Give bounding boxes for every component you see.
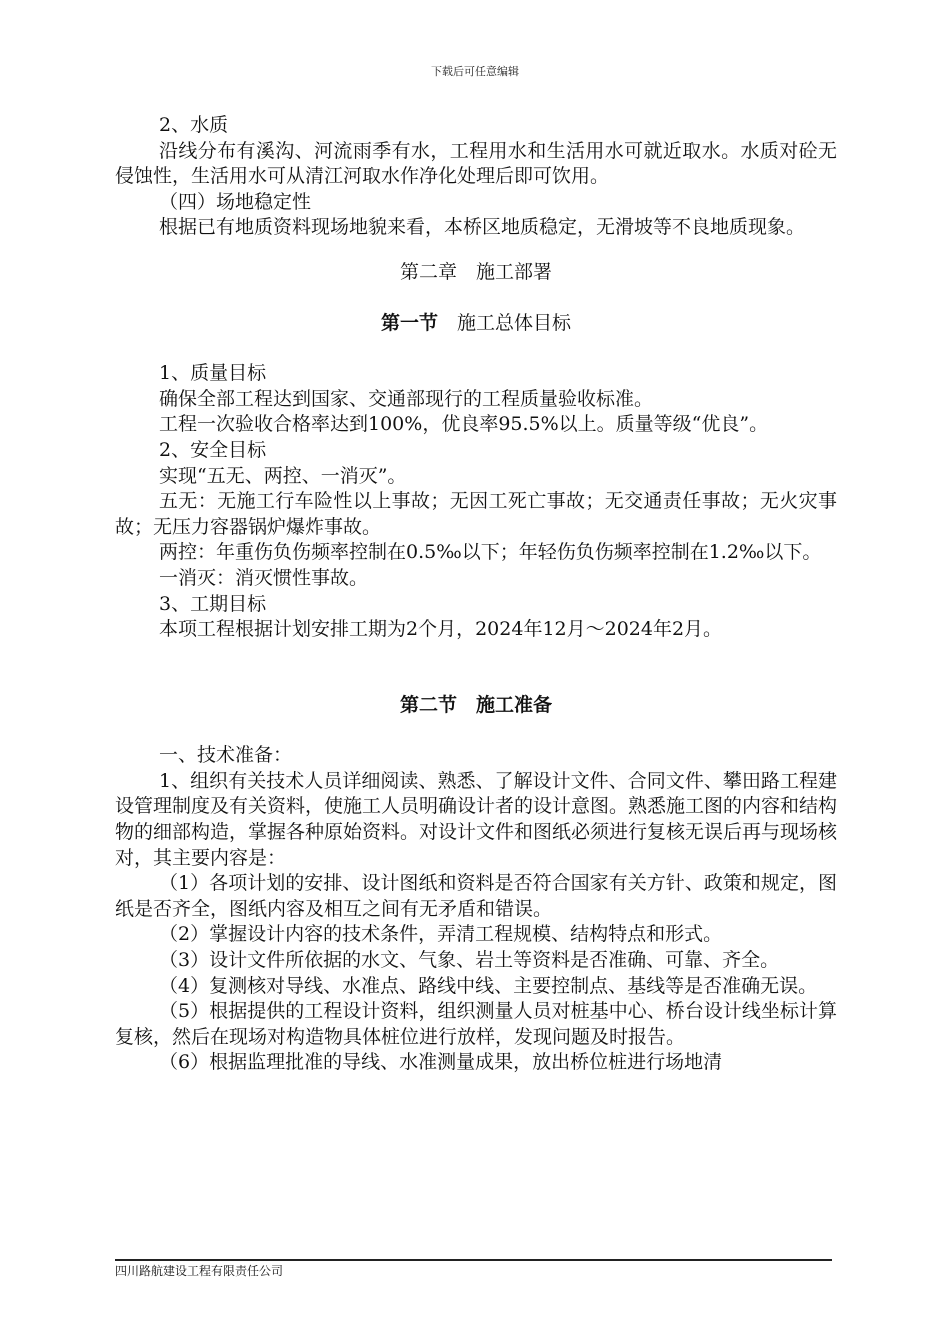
paragraph: 根据已有地质资料现场地貌来看，本桥区地质稳定，无滑坡等不良地质现象。	[159, 216, 806, 239]
paragraph: （1）各项计划的安排、设计图纸和资料是否符合国家有关方针、政策和规定，图纸是否齐全，图纸内容及相互之间有无矛盾和错误。	[115, 872, 837, 920]
paragraph: 2、安全目标	[159, 438, 267, 461]
document-body	[115, 113, 837, 1076]
paragraph: 实现“五无、两控、一消灭”。	[159, 464, 407, 487]
paragraph: 2、水质	[159, 114, 229, 136]
section-name: 施工总体目标	[457, 311, 572, 334]
paragraph: 两控：年重伤负伤频率控制在0.5‰以下；年轻伤负伤频率控制在1.2‰以下。	[159, 541, 822, 564]
paragraph: （6）根据监理批准的导线、水准测量成果，放出桥位桩进行场地清	[159, 1051, 723, 1074]
header-note: 下载后可任意编辑	[431, 65, 519, 78]
section-title	[115, 311, 837, 337]
paragraph: 一消灭：消灭惯性事故。	[159, 566, 369, 589]
paragraph: 五无：无施工行车险性以上事故；无因工死亡事故；无交通责任事故；无火灾事故；无压力容器锅炉爆炸事故。	[115, 490, 837, 538]
paragraph: 1、组织有关技术人员详细阅读、熟悉、了解设计文件、合同文件、攀田路工程建设管理制度及有关资料，使施工人员明确设计者的设计意图。熟悉施工图的内容和结构物的细部构造，掌握各种原始资料。对设计文件和图纸必须进行复核无误后再与现场核对，其主要内容是：	[115, 769, 838, 869]
footer-divider	[115, 1259, 832, 1261]
paragraph: （四）场地稳定性	[159, 190, 312, 213]
paragraph: 3、工期目标	[159, 592, 267, 615]
paragraph: 1、质量目标	[159, 362, 267, 385]
section-title: 第二节 施工准备	[399, 693, 552, 716]
section-number: 第一节	[380, 311, 438, 334]
paragraph: （5）根据提供的工程设计资料，组织测量人员对桩基中心、桥台设计线坐标计算复核，然后在现场对构造物具体桩位进行放样，发现问题及时报告。	[115, 1000, 837, 1048]
paragraph: （2）掌握设计内容的技术条件，弄清工程规模、结构特点和形式。	[159, 923, 723, 946]
paragraph: 本项工程根据计划安排工期为2个月，2024年12月～2024年2月。	[159, 618, 723, 641]
paragraph: 一、技术准备：	[159, 744, 293, 767]
footer-company: 四川路航建设工程有限责任公司	[115, 1264, 284, 1278]
paragraph: 确保全部工程达到国家、交通部现行的工程质量验收标准。	[159, 387, 654, 410]
chapter-title: 第二章 施工部署	[399, 260, 552, 283]
paragraph: （3）设计文件所依据的水文、气象、岩土等资料是否准确、可靠、齐全。	[159, 949, 780, 972]
paragraph: （4）复测核对导线、水准点、路线中线、主要控制点、基线等是否准确无误。	[159, 974, 818, 997]
paragraph: 沿线分布有溪沟、河流雨季有水，工程用水和生活用水可就近取水。水质对砼无侵蚀性，生活用水可从清江河取水作净化处理后即可饮用。	[115, 139, 837, 188]
paragraph: 工程一次验收合格率达到100%，优良率95.5%以上。质量等级“优良”。	[159, 413, 769, 436]
